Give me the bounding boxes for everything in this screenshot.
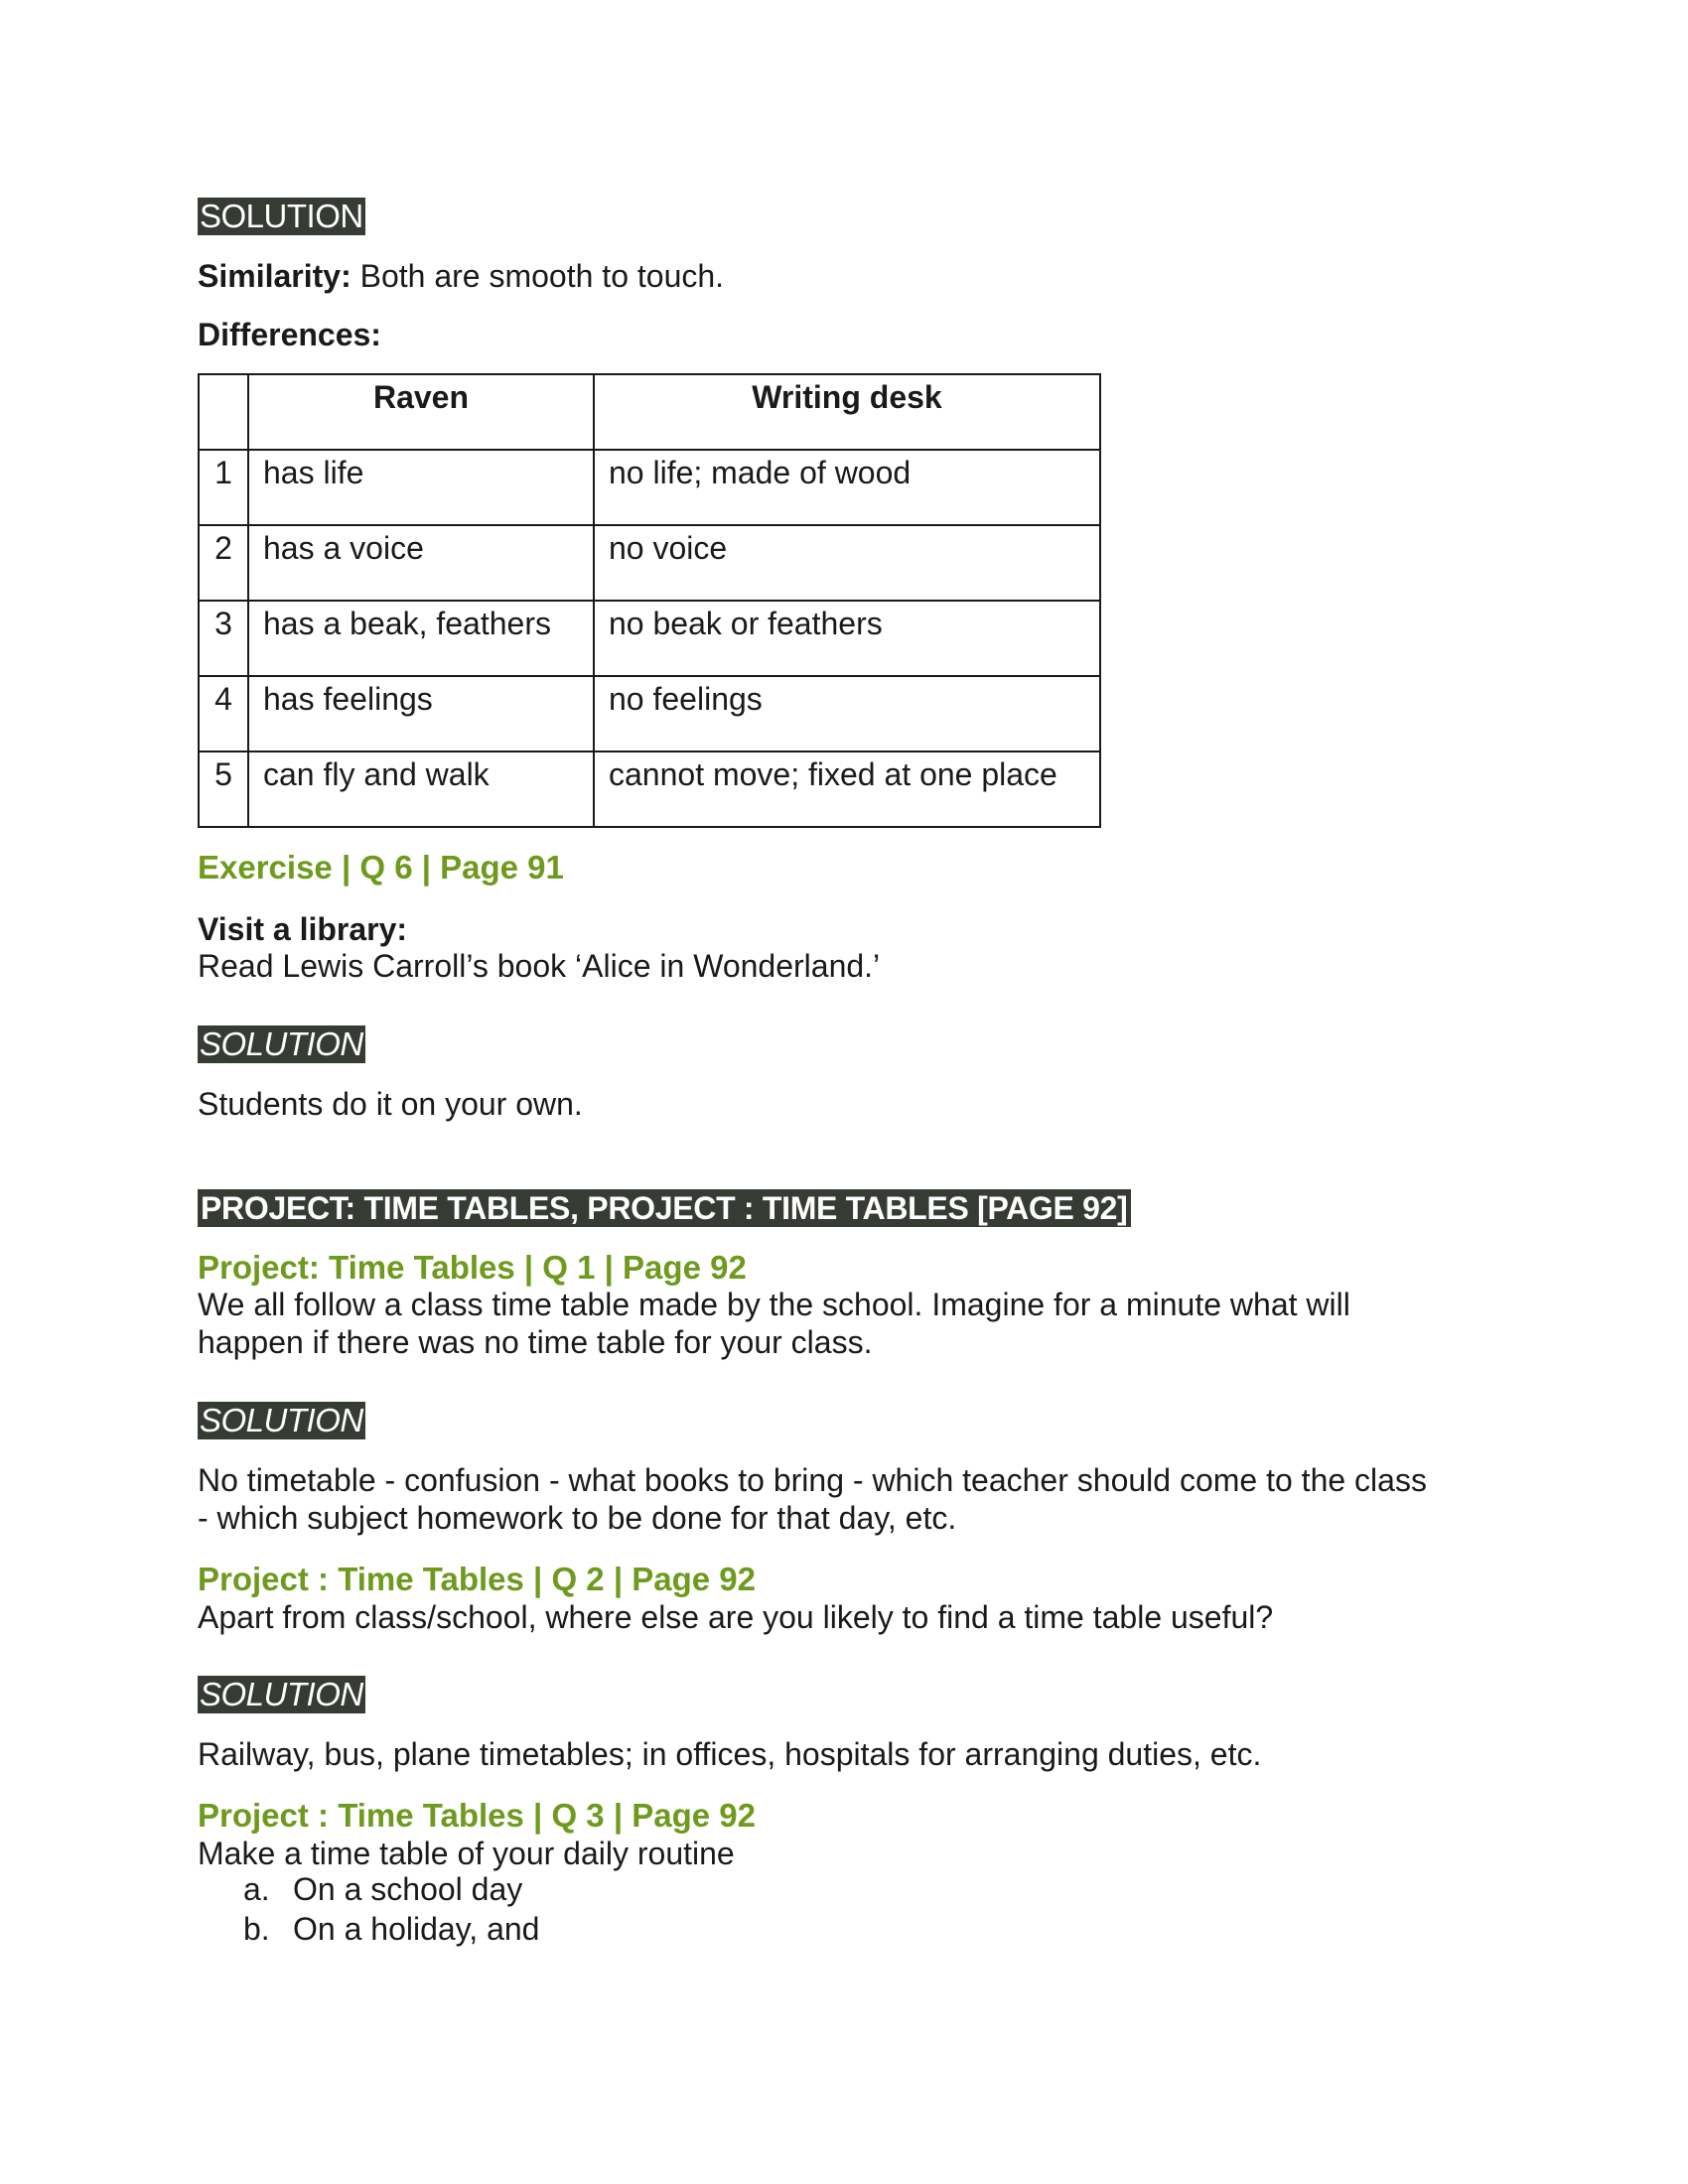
similarity-text: Both are smooth to touch. xyxy=(351,258,725,294)
exercise-6-heading: Exercise | Q 6 | Page 91 xyxy=(198,849,564,886)
table-header-cell: Writing desk xyxy=(594,374,1100,450)
project-q3-list xyxy=(243,1869,539,1949)
list-item xyxy=(243,1909,539,1949)
solution-label: SOLUTION xyxy=(200,1402,363,1438)
table-row xyxy=(199,751,1100,827)
raven-cell: has a beak, feathers xyxy=(248,601,594,676)
list-item xyxy=(243,1869,539,1909)
similarity-line xyxy=(198,257,724,295)
project-q1-question-line: happen if there was no time table for your class. xyxy=(198,1324,873,1360)
row-number: 5 xyxy=(199,751,248,827)
table-row xyxy=(199,676,1100,751)
table-row xyxy=(199,450,1100,525)
writing-desk-cell: no life; made of wood xyxy=(594,450,1100,525)
project-q1-answer-line: No timetable - confusion - what books to bring - which teacher should come to the class xyxy=(198,1462,1427,1498)
row-number: 1 xyxy=(199,450,248,525)
exercise-6-title: Visit a library: xyxy=(198,911,408,947)
raven-cell: has life xyxy=(248,450,594,525)
project-q1-heading: Project: Time Tables | Q 1 | Page 92 xyxy=(198,1249,747,1286)
project-q2-answer: Railway, bus, plane timetables; in offices, hospitals for arranging duties, etc. xyxy=(198,1736,1262,1772)
list-marker: b. xyxy=(243,1911,270,1947)
raven-cell: can fly and walk xyxy=(248,751,594,827)
project-q1-answer-line: - which subject homework to be done for that day, etc. xyxy=(198,1500,957,1536)
writing-desk-cell: no feelings xyxy=(594,676,1100,751)
row-number: 3 xyxy=(199,601,248,676)
solution-label: SOLUTION xyxy=(200,1676,363,1712)
project-q3-heading: Project : Time Tables | Q 3 | Page 92 xyxy=(198,1797,756,1834)
solution-label: SOLUTION xyxy=(200,1025,363,1062)
table-row xyxy=(199,601,1100,676)
project-banner: PROJECT: TIME TABLES, PROJECT : TIME TABLES [PAGE 92] xyxy=(198,1189,1131,1227)
list-item-text: On a school day xyxy=(293,1871,523,1907)
table-header-row xyxy=(199,374,1100,450)
row-number: 2 xyxy=(199,525,248,601)
project-q2-question: Apart from class/school, where else are you likely to find a time table useful? xyxy=(198,1599,1274,1635)
differences-table xyxy=(198,373,1101,828)
table-row xyxy=(199,525,1100,601)
solution-label: SOLUTION xyxy=(200,198,363,234)
writing-desk-cell: cannot move; fixed at one place xyxy=(594,751,1100,827)
raven-cell: has feelings xyxy=(248,676,594,751)
project-q1-question-line: We all follow a class time table made by the school. Imagine for a minute what will xyxy=(198,1287,1350,1322)
list-item-text: On a holiday, and xyxy=(293,1911,540,1947)
project-q2-heading: Project : Time Tables | Q 2 | Page 92 xyxy=(198,1561,756,1597)
list-marker: a. xyxy=(243,1871,270,1907)
exercise-6-text: Read Lewis Carroll’s book ‘Alice in Wonderland.’ xyxy=(198,948,881,984)
project-q3-question: Make a time table of your daily routine xyxy=(198,1836,735,1871)
raven-cell: has a voice xyxy=(248,525,594,601)
table-header-cell xyxy=(199,374,248,450)
similarity-label: Similarity: xyxy=(198,258,352,294)
writing-desk-cell: no voice xyxy=(594,525,1100,601)
exercise-6-solution: Students do it on your own. xyxy=(198,1086,583,1122)
table-header-cell: Raven xyxy=(248,374,594,450)
row-number: 4 xyxy=(199,676,248,751)
differences-label: Differences: xyxy=(198,317,381,352)
writing-desk-cell: no beak or feathers xyxy=(594,601,1100,676)
